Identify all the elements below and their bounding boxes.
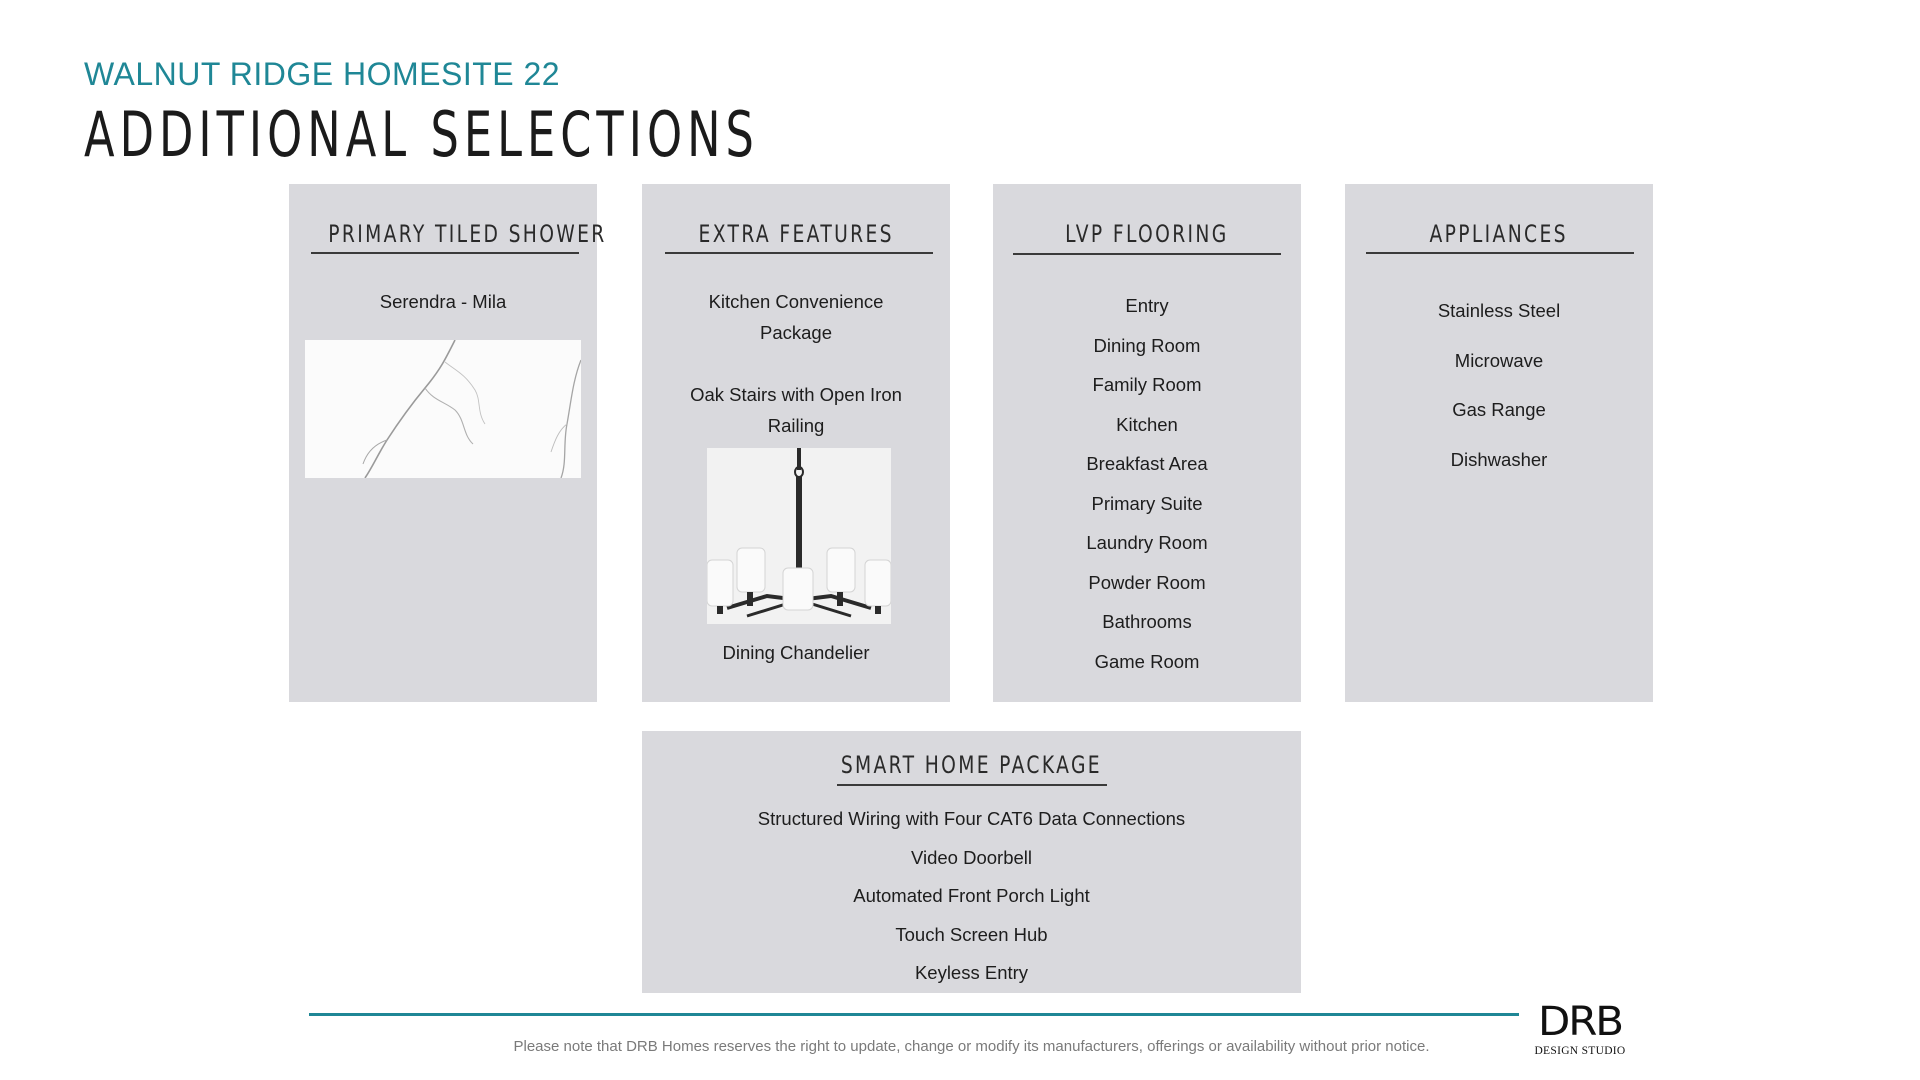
- page-title: ADDITIONAL SELECTIONS: [84, 98, 759, 171]
- panel-title: LVP FLOORING: [1065, 220, 1229, 248]
- footer-disclaimer: Please note that DRB Homes reserves the right to update, change or modify its manufacturers, offerings or availability without prior notice.: [513, 1038, 1430, 1055]
- title-divider: [665, 252, 933, 254]
- list-item: Touch Screen Hub: [895, 923, 1048, 945]
- panel-smart-home-package: [642, 731, 1301, 993]
- list-item: Automated Front Porch Light: [853, 885, 1090, 906]
- list-item: Bathrooms: [1102, 611, 1192, 632]
- chandelier-image: [707, 448, 891, 624]
- chandelier-caption: Dining Chandelier: [722, 642, 870, 663]
- list-item: Breakfast Area: [1086, 453, 1208, 474]
- title-divider: [311, 252, 579, 254]
- panel-title: EXTRA FEATURES: [698, 220, 894, 248]
- marble-tile-image: [305, 340, 581, 478]
- list-item: Video Doorbell: [910, 846, 1033, 868]
- list-item: Kitchen Convenience Package: [708, 291, 884, 343]
- list-item: Keyless Entry: [914, 962, 1029, 983]
- panel-appliances: [1345, 184, 1653, 702]
- list-item: Kitchen: [1116, 413, 1178, 435]
- drb-design-studio-logo: [1532, 999, 1628, 1060]
- list-item: Gas Range: [1452, 399, 1546, 420]
- panel-title: PRIMARY TILED SHOWER: [328, 220, 607, 248]
- panel-title: APPLIANCES: [1429, 220, 1569, 248]
- title-divider: [837, 784, 1107, 786]
- list-item: Entry: [1125, 295, 1169, 316]
- panel-extra-features: [642, 184, 950, 702]
- list-item: Dining Room: [1093, 334, 1201, 356]
- logo-subtitle: DESIGN STUDIO: [1534, 1045, 1626, 1057]
- title-divider: [1366, 252, 1634, 254]
- list-item: Powder Room: [1088, 571, 1206, 593]
- title-divider: [1013, 253, 1281, 255]
- panel-lvp-flooring: [993, 184, 1301, 702]
- list-item: Structured Wiring with Four CAT6 Data Connections: [757, 808, 1186, 829]
- list-item: Oak Stairs with Open Iron Railing: [690, 384, 902, 436]
- panel-title: SMART HOME PACKAGE: [840, 751, 1103, 779]
- list-item: Game Room: [1094, 650, 1200, 672]
- list-item: Stainless Steel: [1437, 300, 1561, 321]
- list-item: Laundry Room: [1086, 532, 1208, 553]
- footer-divider: [309, 1013, 1519, 1016]
- list-item: Serendra - Mila: [379, 291, 507, 312]
- list-item: Microwave: [1454, 349, 1544, 371]
- list-item: Family Room: [1092, 374, 1202, 395]
- list-item: Dishwasher: [1450, 448, 1548, 470]
- panel-primary-tiled-shower: [289, 184, 607, 702]
- logo-mark: DRB: [1537, 999, 1623, 1045]
- community-subtitle: WALNUT RIDGE HOMESITE 22: [84, 56, 561, 92]
- list-item: Primary Suite: [1091, 492, 1203, 514]
